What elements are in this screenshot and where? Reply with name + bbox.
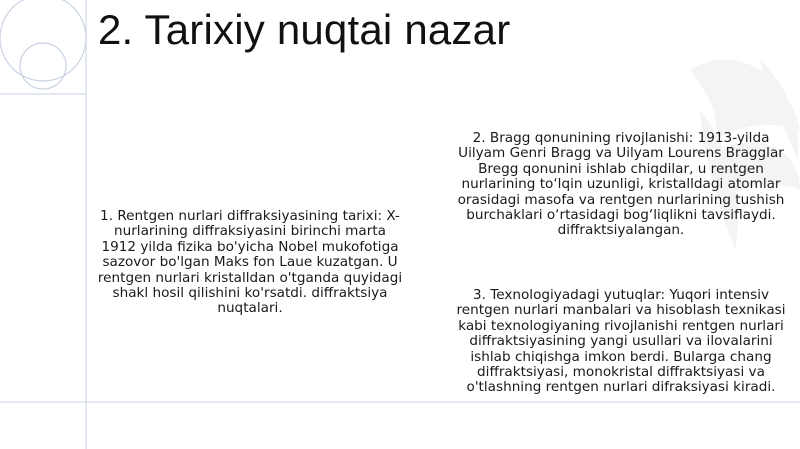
page-title: 2. Tarixiy nuqtai nazar <box>98 6 511 53</box>
paragraph-history: 1. Rentgen nurlari diffraksiyasining tarixi: X-nurlarining diffraksiyasini birinchi marta 1912 yilda fizika bo'yicha Nobel mukofotiga sazovor bo'lgan Maks fon Laue kuzatgan. U rentgen nurlari kristalldan o'tganda quyidagi shakl hosil qilishini ko'rsatdi. diffraktsiya nuqtalari. <box>97 208 403 317</box>
circle-large-icon <box>0 0 86 81</box>
circle-small-icon <box>20 43 66 89</box>
paragraph-bragg-law: 2. Bragg qonunining rivojlanishi: 1913-yilda Uilyam Genri Bragg va Uilyam Lourens Bragglar Bregg qonunini ishlab chiqdilar, u rentgen nurlarining to‘lqin uzunligi, kristalldagi atomlar orasidagi masofa va rentgen nurlarining tushish burchaklari o‘rtasidagi bog‘liqlikni tavsiflaydi. diffraktsiyalangan. <box>457 130 785 239</box>
paragraph-technology: 3. Texnologiyadagi yutuqlar: Yuqori intensiv rentgen nurlari manbalari va hisoblash texnikasi kabi texnologiyaning rivojlanishi rentgen nurlari diffraktsiyasining yangi usullari va ilovalarini ishlab chiqishga imkon berdi. Bularga chang diffraktsiyasi, monokristal diffraktsiyasi va o'tlashning rentgen nurlari difraksiyasi kiradi. <box>456 287 786 396</box>
